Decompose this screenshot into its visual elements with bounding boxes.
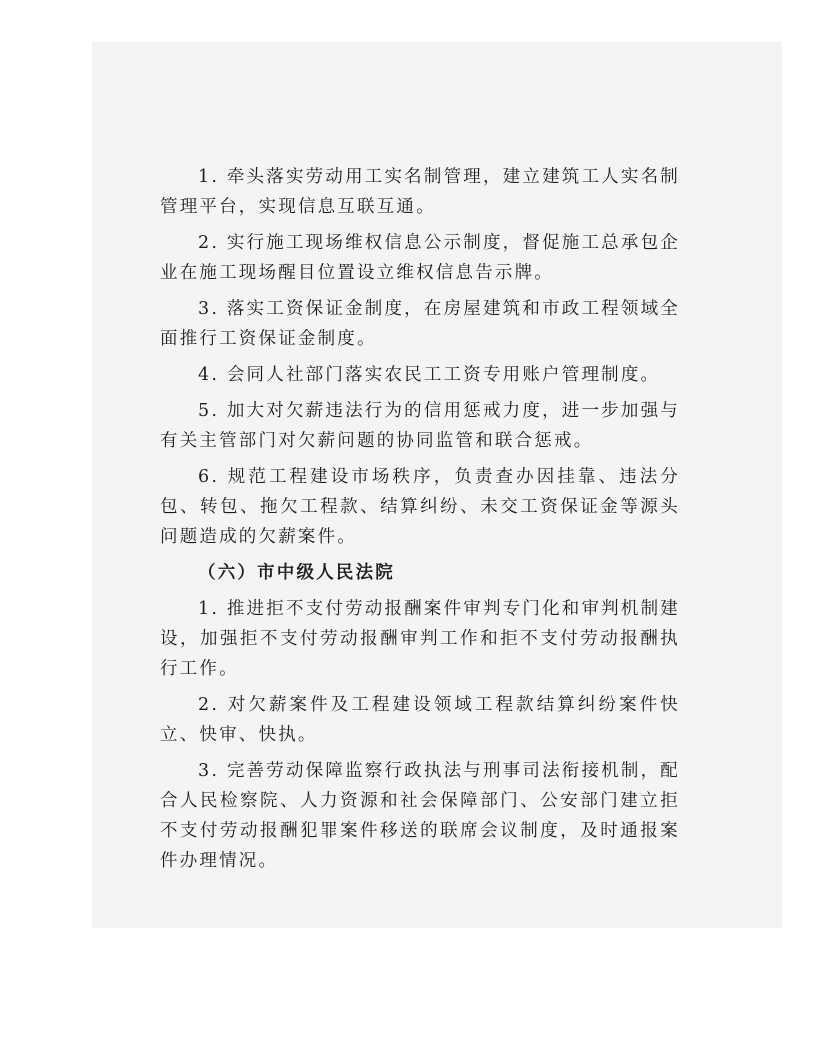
court-paragraph-item-1: 1. 推进拒不支付劳动报酬案件审判专门化和审判机制建设，加强拒不支付劳动报酬审判工作和拒不支付劳动报酬执行工作。 [160,599,680,679]
document-body [160,162,680,882]
paragraph-item-2: 2. 实行施工现场维权信息公示制度，督促施工总承包企业在施工现场醒目位置设立维权信息告示牌。 [160,233,680,283]
paragraph-item-5: 5. 加大对欠薪违法行为的信用惩戒力度，进一步加强与有关主管部门对欠薪问题的协同监管和联合惩戒。 [160,401,680,451]
paragraph-item-4: 4. 会同人社部门落实农民工工资专用账户管理制度。 [198,365,661,385]
paragraph-item-6: 6. 规范工程建设市场秩序，负责查办因挂靠、违法分包、转包、拖欠工程款、结算纠纷、未交工资保证金等源头问题造成的欠薪案件。 [160,467,680,547]
paragraph-item-3: 3. 落实工资保证金制度，在房屋建筑和市政工程领域全面推行工资保证金制度。 [160,299,680,349]
section-heading: （六）市中级人民法院 [198,563,395,583]
court-paragraph-item-3: 3. 完善劳动保障监察行政执法与刑事司法衔接机制，配合人民检察院、人力资源和社会保障部门、公安部门建立拒不支付劳动报酬犯罪案件移送的联席会议制度，及时通报案件办理情况。 [160,761,680,871]
court-paragraph-item-2: 2. 对欠薪案件及工程建设领域工程款结算纠纷案件快立、快审、快执。 [160,695,680,745]
paragraph-item-1: 1. 牵头落实劳动用工实名制管理，建立建筑工人实名制管理平台，实现信息互联互通。 [160,167,680,217]
